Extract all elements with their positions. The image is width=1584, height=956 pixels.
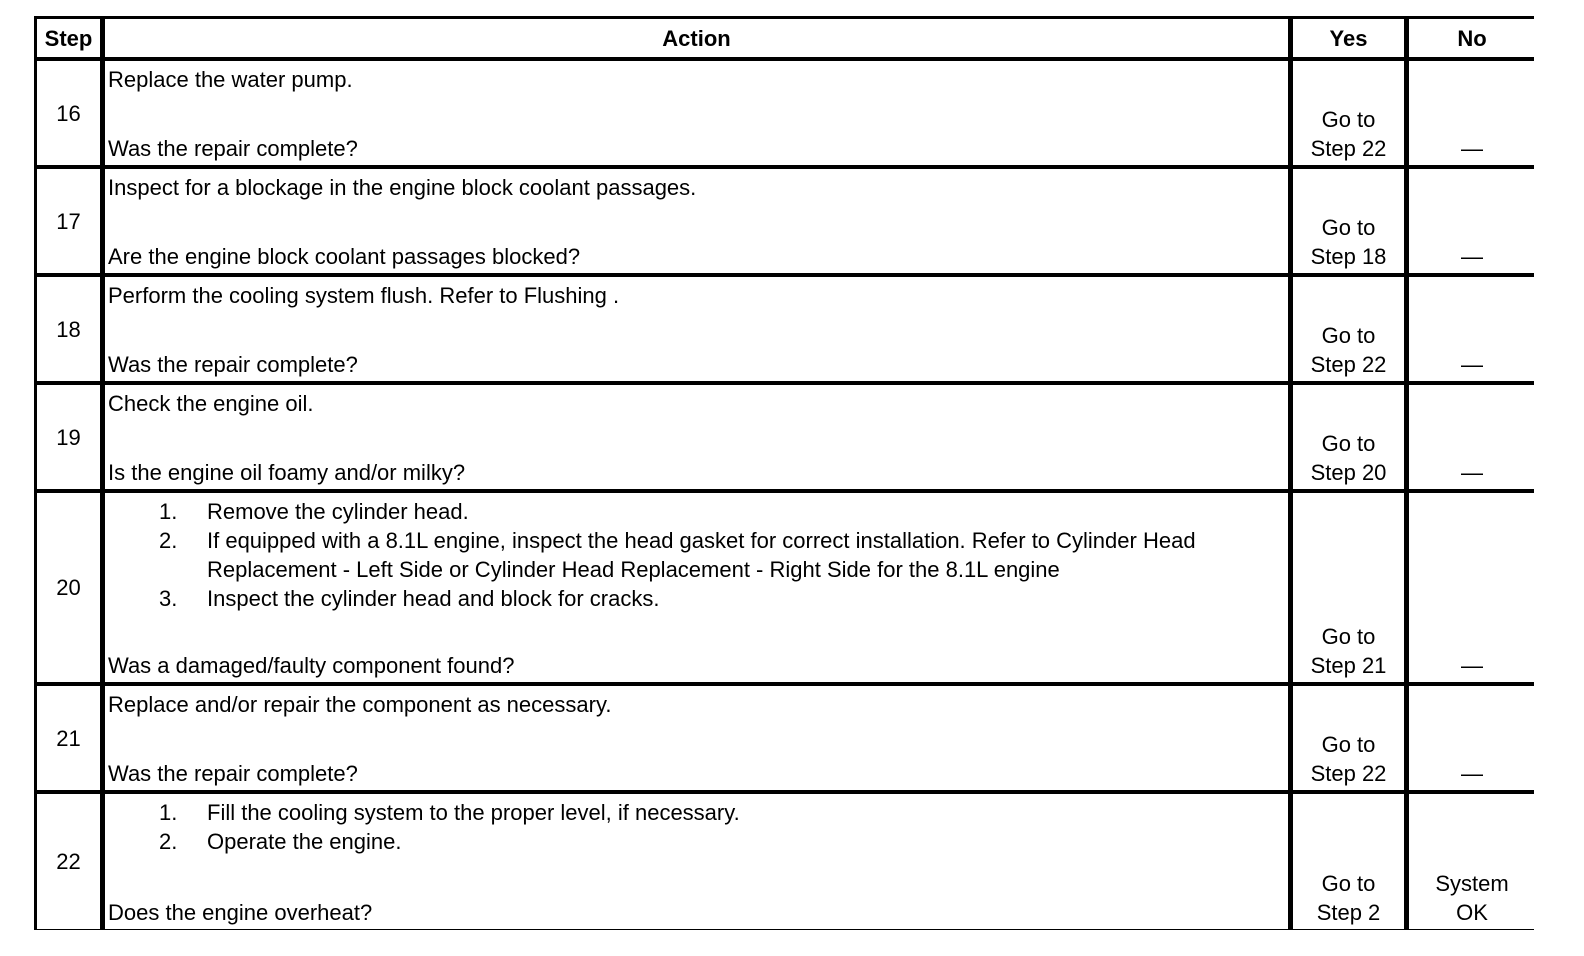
yes-result (1293, 169, 1404, 273)
list-item-text: If equipped with a 8.1L engine, inspect the head gasket for correct installation. Refer to Cylinder Head Replacement - Left Side or Cylinder Head Replacement - Right Side for the 8.1L engine (207, 528, 1196, 582)
action-cell (105, 169, 1288, 273)
action-question: Was the repair complete? (108, 136, 358, 161)
action-question: Is the engine oil foamy and/or milky? (108, 460, 466, 485)
list-item-number: 1. (159, 800, 178, 825)
step-number: 21 (37, 686, 100, 790)
header-step: Step (37, 19, 100, 57)
no-result (1409, 686, 1535, 790)
list-item-text: Fill the cooling system to the proper level, if necessary. (207, 800, 740, 825)
list-item (108, 584, 1288, 613)
no-result-line: OK (1456, 900, 1488, 925)
action-question: Was the repair complete? (108, 352, 358, 377)
no-result (1409, 493, 1535, 682)
yes-result (1293, 493, 1404, 682)
step-number: 20 (37, 493, 100, 682)
diagnostic-table (34, 16, 1534, 930)
no-result-line: System (1435, 871, 1509, 896)
step-number: 18 (37, 277, 100, 381)
action-cell (105, 277, 1288, 381)
no-result-dash: — (1461, 244, 1483, 269)
action-steps-list (108, 798, 1288, 856)
list-item-text: Inspect the cylinder head and block for cracks. (207, 586, 660, 611)
action-instruction: Perform the cooling system flush. Refer to Flushing . (108, 283, 620, 308)
no-result-dash: — (1461, 653, 1483, 678)
list-item (108, 798, 1288, 827)
list-item-text: Operate the engine. (207, 829, 402, 854)
step-number: 16 (37, 61, 100, 165)
list-item-number: 1. (159, 499, 178, 524)
yes-result (1293, 794, 1404, 929)
yes-result (1293, 277, 1404, 381)
yes-result-line: Go to (1321, 107, 1376, 132)
yes-result-line: Go to (1321, 215, 1376, 240)
yes-result-line: Step 22 (1310, 761, 1387, 786)
no-result (1409, 794, 1535, 929)
list-item (108, 526, 1288, 584)
action-cell (105, 385, 1288, 489)
action-cell (105, 61, 1288, 165)
yes-result-line: Step 20 (1310, 460, 1387, 485)
yes-result-line: Step 21 (1310, 653, 1387, 678)
no-result (1409, 61, 1535, 165)
list-item-number: 3. (159, 586, 178, 611)
action-cell (105, 794, 1288, 929)
step-number: 22 (37, 794, 100, 929)
action-steps-list (108, 497, 1288, 613)
step-number: 17 (37, 169, 100, 273)
yes-result-line: Go to (1321, 323, 1376, 348)
yes-result-line: Go to (1321, 871, 1376, 896)
yes-result-line: Go to (1321, 624, 1376, 649)
yes-result (1293, 61, 1404, 165)
yes-result (1293, 686, 1404, 790)
list-item (108, 827, 1288, 856)
list-item-number: 2. (159, 829, 178, 854)
yes-result-line: Go to (1321, 431, 1376, 456)
action-question: Does the engine overheat? (108, 900, 373, 925)
no-result-dash: — (1461, 136, 1483, 161)
header-no: No (1409, 19, 1535, 57)
list-item-number: 2. (159, 528, 178, 553)
no-result-dash: — (1461, 761, 1483, 786)
no-result (1409, 277, 1535, 381)
yes-result-line: Step 2 (1316, 900, 1381, 925)
list-item (108, 497, 1288, 526)
action-question: Are the engine block coolant passages blocked? (108, 244, 581, 269)
action-question: Was a damaged/faulty component found? (108, 653, 515, 678)
no-result-dash: — (1461, 352, 1483, 377)
list-item-text: Remove the cylinder head. (207, 499, 469, 524)
step-number: 19 (37, 385, 100, 489)
no-result (1409, 385, 1535, 489)
yes-result-line: Go to (1321, 732, 1376, 757)
yes-result-line: Step 18 (1310, 244, 1387, 269)
action-cell (105, 686, 1288, 790)
action-instruction: Inspect for a blockage in the engine block coolant passages. (108, 175, 697, 200)
header-action: Action (105, 19, 1288, 57)
no-result (1409, 169, 1535, 273)
action-cell (105, 493, 1288, 682)
action-instruction: Check the engine oil. (108, 391, 314, 416)
yes-result-line: Step 22 (1310, 352, 1387, 377)
yes-result-line: Step 22 (1310, 136, 1387, 161)
yes-result (1293, 385, 1404, 489)
action-instruction: Replace and/or repair the component as necessary. (108, 692, 612, 717)
action-instruction: Replace the water pump. (108, 67, 353, 92)
action-question: Was the repair complete? (108, 761, 358, 786)
header-yes: Yes (1293, 19, 1404, 57)
no-result-dash: — (1461, 460, 1483, 485)
